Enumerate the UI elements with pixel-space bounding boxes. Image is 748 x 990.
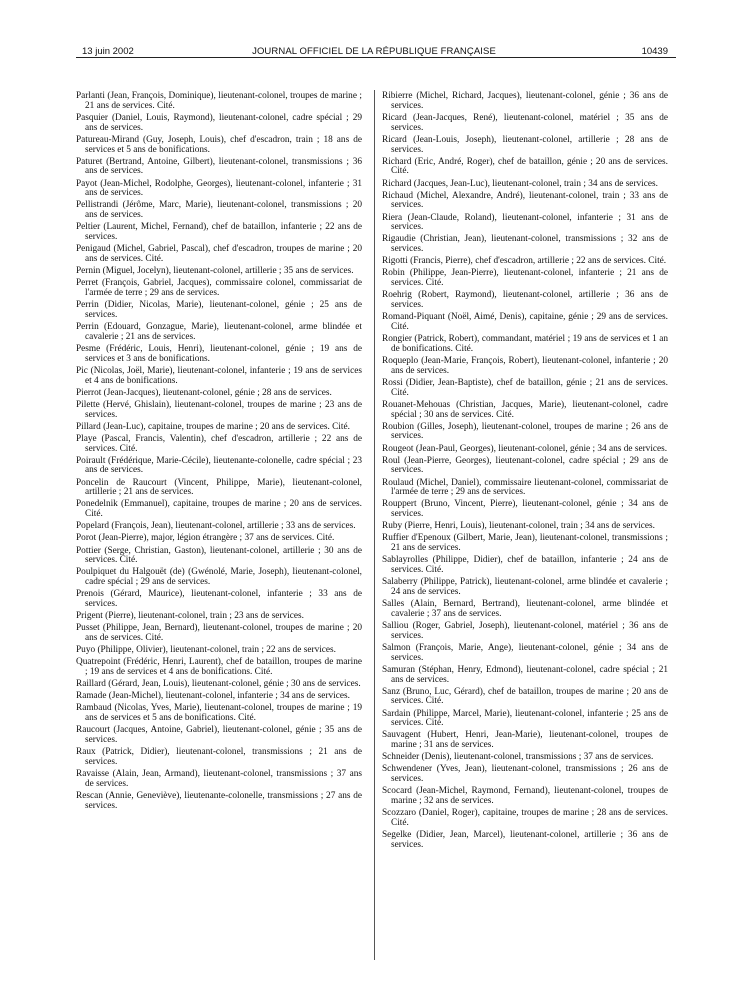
promotion-entry: Pierrot (Jean-Jacques), lieutenant-colonel, génie ; 28 ans de services.: [76, 387, 332, 398]
promotion-entry: Pic (Nicolas, Joël, Marie), lieutenant-colonel, infanterie ; 19 ans de services et 4 ans de bonifications.: [76, 365, 362, 386]
promotion-entry: Pilette (Hervé, Ghislain), lieutenant-colonel, troupes de marine ; 23 ans de services.: [76, 399, 362, 420]
promotion-entry: Rouppert (Bruno, Vincent, Pierre), lieutenant-colonel, génie ; 34 ans de services.: [382, 499, 668, 520]
promotion-entry: Pasquier (Daniel, Louis, Raymond), lieutenant-colonel, cadre spécial ; 29 ans de services.: [76, 112, 362, 133]
promotion-entry: Paturet (Bertrand, Antoine, Gilbert), lieutenant-colonel, transmissions ; 36 ans de services.: [76, 156, 362, 177]
promotion-entry: Quatrepoint (Frédéric, Henri, Laurent), chef de bataillon, troupes de marine ; 19 ans de services et 4 ans de bonifications. Cité.: [76, 657, 362, 678]
promotion-entry: Perrin (Edouard, Gonzague, Marie), lieutenant-colonel, arme blindée et cavalerie ; 21 ans de services.: [76, 322, 362, 342]
promotion-entry: Penigaud (Michel, Gabriel, Pascal), chef d'escadron, troupes de marine ; 20 ans de services. Cité.: [76, 244, 362, 265]
promotion-entry: Pesme (Frédéric, Louis, Henri), lieutenant-colonel, génie ; 19 ans de services et 3 ans de bonifications.: [76, 343, 362, 364]
promotion-entry: Roehrig (Robert, Raymond), lieutenant-colonel, artillerie ; 36 ans de services.: [382, 290, 668, 311]
promotion-entry: Raux (Patrick, Didier), lieutenant-colonel, transmissions ; 21 ans de services.: [76, 747, 362, 767]
promotion-entry: Poulpiquet du Halgouët (de) (Gwénolé, Marie, Joseph), lieutenant-colonel, cadre spécial ; 29 ans de services.: [76, 567, 362, 588]
promotion-entry: Rongier (Patrick, Robert), commandant, matériel ; 19 ans de services et 1 an de bonifications. Cité.: [382, 334, 668, 354]
promotion-entry: Raucourt (Jacques, Antoine, Gabriel), lieutenant-colonel, génie ; 35 ans de services.: [76, 725, 362, 746]
promotion-entry: Poncelin de Raucourt (Vincent, Philippe, Marie), lieutenant-colonel, artillerie ; 21 ans de services.: [76, 477, 362, 498]
promotion-entry: Roubion (Gilles, Joseph), lieutenant-colonel, troupes de marine ; 26 ans de services.: [382, 421, 668, 442]
promotion-entry: Scozzaro (Daniel, Roger), capitaine, troupes de marine ; 28 ans de services. Cité.: [382, 808, 668, 828]
promotion-entry: Porot (Jean-Pierre), major, légion étrangère ; 37 ans de services. Cité.: [76, 533, 335, 544]
promotion-entry: Riera (Jean-Claude, Roland), lieutenant-colonel, infanterie ; 31 ans de services.: [382, 212, 668, 233]
promotion-entry: Rougeot (Jean-Paul, Georges), lieutenant-colonel, génie ; 34 ans de services.: [382, 443, 668, 454]
promotion-entry: Rossi (Didier, Jean-Baptiste), chef de bataillon, génie ; 21 ans de services. Cité.: [382, 377, 668, 398]
promotion-entry: Ponedelnik (Emmanuel), capitaine, troupes de marine ; 20 ans de services. Cité.: [76, 499, 362, 520]
promotion-entry: Prigent (Pierre), lieutenant-colonel, train ; 23 ans de services.: [76, 611, 304, 622]
promotion-entry: Ruby (Pierre, Henri, Louis), lieutenant-colonel, train ; 34 ans de services.: [382, 521, 655, 532]
promotion-entry: Ricard (Jean-Louis, Joseph), lieutenant-colonel, artillerie ; 28 ans de services.: [382, 134, 668, 155]
promotion-entry: Rambaud (Nicolas, Yves, Marie), lieutenant-colonel, troupes de marine ; 19 ans de services et 5 ans de bonifications. Cité.: [76, 703, 362, 724]
promotion-entry: Rigotti (Francis, Pierre), chef d'escadron, artillerie ; 22 ans de services. Cité.: [382, 256, 667, 267]
promotion-entry: Pottier (Serge, Christian, Gaston), lieutenant-colonel, artillerie ; 30 ans de services. Cité.: [76, 545, 362, 566]
promotion-entry: Ruffier d'Epenoux (Gilbert, Marie, Jean), lieutenant-colonel, transmissions ; 21 ans de services.: [382, 533, 668, 554]
promotion-entry: Samuran (Stéphan, Henry, Edmond), lieutenant-colonel, cadre spécial ; 21 ans de services.: [382, 664, 668, 685]
left-column: [76, 92, 362, 814]
promotion-entry: Roqueplo (Jean-Marie, François, Robert), lieutenant-colonel, infanterie ; 20 ans de services.: [382, 355, 668, 376]
promotion-entry: Peltier (Laurent, Michel, Fernand), chef de bataillon, infanterie ; 22 ans de services.: [76, 222, 362, 243]
promotion-entry: Richard (Jacques, Jean-Luc), lieutenant-colonel, train ; 34 ans de services.: [382, 178, 658, 189]
journal-title: JOURNAL OFFICIEL DE LA RÉPUBLIQUE FRANÇAISE: [252, 46, 496, 57]
promotion-entry: Ribierre (Michel, Richard, Jacques), lieutenant-colonel, génie ; 36 ans de services.: [382, 91, 668, 111]
promotion-entry: Poirault (Frédérique, Marie-Cécile), lieutenante-colonelle, cadre spécial ; 23 ans de services.: [76, 455, 362, 476]
promotion-entry: Pillard (Jean-Luc), capitaine, troupes de marine ; 20 ans de services. Cité.: [76, 421, 350, 432]
promotion-entry: Sanz (Bruno, Luc, Gérard), chef de bataillon, troupes de marine ; 20 ans de services. Cité.: [382, 686, 668, 707]
promotion-entry: Puyo (Philippe, Olivier), lieutenant-colonel, train ; 22 ans de services.: [76, 645, 336, 656]
promotion-entry: Ravaisse (Alain, Jean, Armand), lieutenant-colonel, transmissions ; 37 ans de services.: [76, 769, 362, 789]
promotion-entry: Playe (Pascal, Francis, Valentin), chef d'escadron, artillerie ; 22 ans de services. Cité.: [76, 433, 362, 454]
promotion-entry: Scocard (Jean-Michel, Raymond, Fernand), lieutenant-colonel, troupes de marine ; 32 ans de services.: [382, 786, 668, 807]
column-divider: [374, 90, 375, 960]
promotion-entry: Richaud (Michel, Alexandre, André), lieutenant-colonel, train ; 33 ans de services.: [382, 190, 668, 211]
promotion-entry: Romand-Piquant (Noël, Aimé, Denis), capitaine, génie ; 29 ans de services. Cité.: [382, 312, 668, 332]
promotion-entry: Schwendener (Yves, Jean), lieutenant-colonel, transmissions ; 26 ans de services.: [382, 764, 668, 785]
promotion-entry: Roulaud (Michel, Daniel), commissaire lieutenant-colonel, commissariat de l'armée de terre ; 29 ans de services.: [382, 477, 668, 498]
promotion-entry: Parlanti (Jean, François, Dominique), lieutenant-colonel, troupes de marine ; 21 ans de services. Cité.: [76, 91, 362, 111]
promotion-entry: Pusset (Philippe, Jean, Bernard), lieutenant-colonel, troupes de marine ; 20 ans de services. Cité.: [76, 623, 362, 644]
promotion-entry: Perrin (Didier, Nicolas, Marie), lieutenant-colonel, génie ; 25 ans de services.: [76, 300, 362, 320]
promotion-entry: Ricard (Jean-Jacques, René), lieutenant-colonel, matériel ; 35 ans de services.: [382, 112, 668, 133]
right-column: [382, 92, 668, 853]
promotion-entry: Rescan (Annie, Geneviève), lieutenante-colonelle, transmissions ; 27 ans de services.: [76, 790, 362, 811]
promotion-entry: Pellistrandi (Jérôme, Marc, Marie), lieutenant-colonel, transmissions ; 20 ans de services.: [76, 200, 362, 221]
promotion-entry: Roul (Jean-Pierre, Georges), lieutenant-colonel, cadre spécial ; 29 ans de services.: [382, 455, 668, 476]
promotion-entry: Sardain (Philippe, Marcel, Marie), lieutenant-colonel, infanterie ; 25 ans de services. Cité.: [382, 708, 668, 729]
page-number: 10439: [641, 46, 668, 57]
issue-date: 13 juin 2002: [82, 46, 134, 57]
promotion-entry: Popelard (François, Jean), lieutenant-colonel, artillerie ; 33 ans de services.: [76, 521, 356, 532]
promotion-entry: Prenois (Gérard, Maurice), lieutenant-colonel, infanterie ; 33 ans de services.: [76, 589, 362, 610]
header-rule: [76, 57, 676, 58]
promotion-entry: Ramade (Jean-Michel), lieutenant-colonel, infanterie ; 34 ans de services.: [76, 691, 350, 702]
promotion-entry: Rouanet-Mehouas (Christian, Jacques, Marie), lieutenant-colonel, cadre spécial ; 30 ans de services. Cité.: [382, 399, 668, 420]
promotion-entry: Perret (François, Gabriel, Jacques), commissaire colonel, commissariat de l'armée de terre ; 29 ans de services.: [76, 278, 362, 299]
promotion-entry: Rigaudie (Christian, Jean), lieutenant-colonel, transmissions ; 32 ans de services.: [382, 234, 668, 255]
promotion-entry: Patureau-Mirand (Guy, Joseph, Louis), chef d'escadron, train ; 18 ans de services et 5 ans de bonifications.: [76, 134, 362, 155]
promotion-entry: Schneider (Denis), lieutenant-colonel, transmissions ; 37 ans de services.: [382, 752, 654, 763]
promotion-entry: Segelke (Didier, Jean, Marcel), lieutenant-colonel, artillerie ; 36 ans de services.: [382, 830, 668, 850]
promotion-entry: Sablayrolles (Philippe, Didier), chef de bataillon, infanterie ; 24 ans de services. Cité.: [382, 555, 668, 576]
promotion-entry: Payot (Jean-Michel, Rodolphe, Georges), lieutenant-colonel, infanterie ; 31 ans de services.: [76, 178, 362, 199]
promotion-entry: Richard (Eric, André, Roger), chef de bataillon, génie ; 20 ans de services. Cité.: [382, 156, 668, 177]
promotion-entry: Salliou (Roger, Gabriel, Joseph), lieutenant-colonel, matériel ; 36 ans de services.: [382, 620, 668, 641]
promotion-entry: Sauvagent (Hubert, Henri, Jean-Marie), lieutenant-colonel, troupes de marine ; 31 ans de services.: [382, 730, 668, 751]
promotion-entry: Salmon (François, Marie, Ange), lieutenant-colonel, génie ; 34 ans de services.: [382, 642, 668, 663]
promotion-entry: Salaberry (Philippe, Patrick), lieutenant-colonel, arme blindée et cavalerie ; 24 ans de services.: [382, 577, 668, 597]
promotion-entry: Salles (Alain, Bernard, Bertrand), lieutenant-colonel, arme blindée et cavalerie ; 37 ans de services.: [382, 599, 668, 619]
promotion-entry: Raillard (Gérard, Jean, Louis), lieutenant-colonel, génie ; 30 ans de services.: [76, 679, 361, 690]
promotion-entry: Pernin (Miguel, Jocelyn), lieutenant-colonel, artillerie ; 35 ans de services.: [76, 266, 354, 277]
promotion-entry: Robin (Philippe, Jean-Pierre), lieutenant-colonel, infanterie ; 21 ans de services. Cité.: [382, 268, 668, 289]
